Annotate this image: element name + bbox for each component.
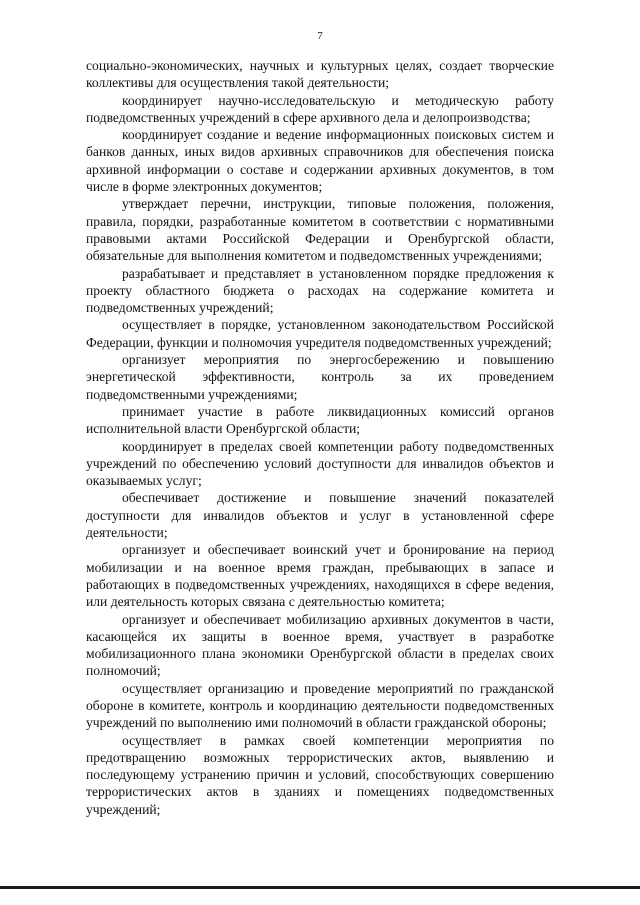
- paragraph-8: принимает участие в работе ликвидационных комиссий органов исполнительной власти Оренбургской области;: [86, 403, 554, 437]
- paragraph-2: координирует научно-исследовательскую и методическую работу подведомственных учреждений в сфере архивного дела и делопроизводства;: [86, 92, 554, 125]
- paragraph-13: осуществляет организацию и проведение мероприятий по гражданской обороне в комитете, контроль и координацию деятельности подведомственных учреждений по выполнению ими полномочий в области гражданской обороны;: [86, 680, 554, 731]
- paragraph-5: разрабатывает и представляет в установленном порядке предложения к проекту областного бюджета о расходах на содержание комитета и подведомственных учреждений;: [86, 265, 554, 316]
- bottom-edge-rule: [0, 886, 640, 889]
- paragraph-6: осуществляет в порядке, установленном законодательством Российской Федерации, функции и полномочия учредителя подведомственных учреждений;: [86, 317, 554, 350]
- document-body: [86, 57, 554, 818]
- paragraph-10: обеспечивает достижение и повышение значений показателей доступности для инвалидов объектов и услуг в установленной сфере деятельности;: [86, 490, 554, 541]
- paragraph-3: координирует создание и ведение информационных поисковых систем и банков данных, иных видов архивных справочников для обеспечения поиска архивной информации о составе и содержании архивных документов, в том числе в форме электронных документов;: [86, 127, 554, 195]
- paragraph-7: организует мероприятия по энергосбережению и повышению энергетической эффективности, контроль за их проведением подведомственными учреждениями;: [86, 352, 554, 402]
- paragraph-9: координирует в пределах своей компетенции работу подведомственных учреждений по обеспечению условий доступности для инвалидов объектов и оказываемых услуг;: [86, 438, 554, 489]
- paragraph-4: утверждает перечни, инструкции, типовые положения, положения, правила, порядки, разработанные комитетом в соответствии с нормативными правовыми актами Российской Федерации и Оренбургской области, обязательные для выполнения комитетом и подведомственных учреждениями;: [86, 196, 554, 264]
- page-number: 7: [317, 30, 323, 42]
- paragraph-11: организует и обеспечивает воинский учет и бронирование на период мобилизации и на военное время граждан, пребывающих в запасе и работающих в подведомственных учреждениях, находящихся в сфере ведения, или деятельность которых связана с деятельностью комитета;: [86, 542, 554, 610]
- paragraph-1: социально-экономических, научных и культурных целях, создает творческие коллективы для осуществления такой деятельности;: [86, 58, 554, 91]
- paragraph-14: осуществляет в рамках своей компетенции мероприятия по предотвращению возможных террористических актов, выявлению и последующему устранению причин и условий, способствующих совершению террористических актов в зданиях и помещениях подведомственных учреждений;: [86, 732, 554, 817]
- paragraph-12: организует и обеспечивает мобилизацию архивных документов в части, касающейся их защиты в военное время, участвует в разработке мобилизационного плана экономики Оренбургской области в пределах своих полномочий;: [86, 611, 554, 679]
